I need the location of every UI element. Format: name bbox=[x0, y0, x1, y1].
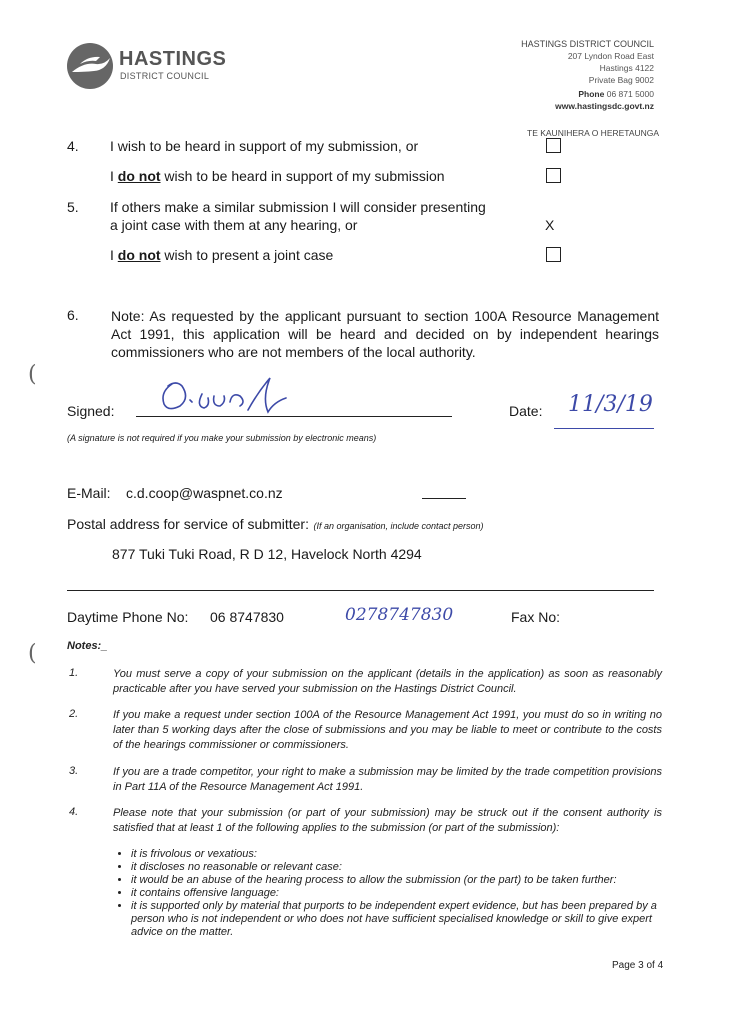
heard-yes-checkbox[interactable] bbox=[546, 138, 561, 153]
handwritten-signature-icon bbox=[150, 372, 310, 422]
note-3-number: 3. bbox=[69, 765, 79, 777]
item-4-number: 4. bbox=[67, 138, 79, 154]
list-item: • it is supported only by material that purports to be independent expert evidence, but has been prepared by a person who is not independent or who does not have sufficient specialised knowledge or skill to give expert advice on the matter. bbox=[131, 900, 681, 939]
address-underline bbox=[67, 590, 654, 591]
postal-address: 877 Tuki Tuki Road, R D 12, Havelock North 4294 bbox=[112, 546, 422, 562]
note-3-text: If you are a trade competitor, your right to make a submission may be limited by the trade competition provisions in Part 11A of the Resource Management Act 1991. bbox=[113, 766, 662, 793]
item-5-line-1: If others make a similar submission I will consider presenting bbox=[110, 199, 486, 215]
address-line-1: 207 Lyndon Road East bbox=[567, 51, 654, 61]
council-logo-icon bbox=[66, 42, 114, 90]
list-item: • it contains offensive language: bbox=[131, 887, 681, 900]
item-4-line-2-post: wish to be heard in support of my submission bbox=[160, 168, 445, 184]
signature-scribble bbox=[150, 372, 310, 427]
binder-mark-bottom: ( bbox=[28, 641, 37, 666]
strike-out-reasons bbox=[116, 848, 681, 939]
note-4-number: 4. bbox=[69, 806, 79, 818]
item-6-number: 6. bbox=[67, 307, 79, 323]
item-4-line-1: I wish to be heard in support of my submission, or bbox=[110, 138, 419, 154]
note-4-text: Please note that your submission (or part of your submission) may be struck out if the consent authority is satisfied that at least 1 of the following applies to the submission (or part of the submission): bbox=[113, 807, 662, 834]
item-5-line-3-post: wish to present a joint case bbox=[160, 247, 334, 263]
maori-name: TE KAUNIHERA O HERETAUNGA bbox=[527, 128, 660, 138]
page-number: Page 3 of 4 bbox=[612, 960, 664, 971]
item-5-line-3 bbox=[110, 247, 333, 263]
note-2-text: If you make a request under section 100A of the Resource Management Act 1991, you must do so in writing no later than 5 working days after the close of submissions and you may be liable to meet or contribute to the costs of the hearings commissioner or commissioners. bbox=[113, 709, 662, 751]
item-5-do-not: do not bbox=[117, 247, 161, 263]
date-label: Date: bbox=[509, 403, 543, 419]
item-5-number: 5. bbox=[67, 199, 79, 215]
postal-note: (If an organisation, include contact person) bbox=[313, 521, 484, 531]
note-1-number: 1. bbox=[69, 667, 79, 679]
council-logo bbox=[66, 42, 114, 90]
logo-title: HASTINGS bbox=[119, 48, 227, 70]
daytime-phone-label: Daytime Phone No: bbox=[67, 609, 189, 625]
list-item: • it discloses no reasonable or relevant case: bbox=[131, 861, 681, 874]
council-address-block bbox=[521, 38, 654, 112]
item-5-line-2: a joint case with them at any hearing, or bbox=[110, 217, 358, 233]
list-item: • it is frivolous or vexatious: bbox=[131, 848, 681, 861]
address-line-3: Private Bag 9002 bbox=[588, 75, 654, 85]
item-5-line-3-pre: I bbox=[110, 247, 118, 263]
date-line bbox=[554, 428, 654, 429]
item-4-line-2 bbox=[110, 168, 445, 184]
email-value: c.d.coop@waspnet.co.nz bbox=[126, 485, 283, 501]
date-value: 11/3/19 bbox=[568, 392, 653, 417]
joint-case-mark[interactable]: X bbox=[545, 217, 555, 233]
item-6-note: Note: As requested by the applicant pursuant to section 100A Resource Management Act 1991, this application will be heard and decided on by independent hearings commissioners who are not members of the local authority. bbox=[111, 308, 659, 360]
notes-heading: Notes:_ bbox=[67, 640, 108, 652]
handwritten-mobile: 0278747830 bbox=[345, 605, 454, 625]
note-2-number: 2. bbox=[69, 708, 79, 720]
postal-label: Postal address for service of submitter: bbox=[67, 516, 309, 532]
website: www.hastingsdc.govt.nz bbox=[555, 101, 654, 111]
signature-note: (A signature is not required if you make your submission by electronic means) bbox=[67, 433, 377, 443]
joint-case-no-checkbox[interactable] bbox=[546, 247, 561, 262]
note-1-text: You must serve a copy of your submission on the applicant (details in the application) as soon as reasonably practicable after you have served your submission on the Hastings District Council. bbox=[113, 668, 662, 695]
signed-label: Signed: bbox=[67, 403, 115, 419]
item-4-line-2-pre: I bbox=[110, 168, 118, 184]
email-underline bbox=[422, 498, 466, 499]
phone-number: 06 871 5000 bbox=[606, 89, 654, 99]
phone-line bbox=[521, 88, 654, 100]
postal-line bbox=[67, 516, 484, 534]
phone-label: Phone bbox=[578, 89, 605, 99]
org-name: HASTINGS DISTRICT COUNCIL bbox=[521, 39, 654, 49]
daytime-phone-value: 06 8747830 bbox=[210, 609, 284, 625]
heard-no-checkbox[interactable] bbox=[546, 168, 561, 183]
logo-subtitle: DISTRICT COUNCIL bbox=[120, 71, 210, 81]
address-line-2: Hastings 4122 bbox=[599, 63, 654, 73]
binder-mark-top: ( bbox=[28, 362, 37, 387]
list-item: • it would be an abuse of the hearing process to allow the submission (or the part) to be taken further: bbox=[131, 874, 681, 887]
email-label: E-Mail: bbox=[67, 485, 111, 501]
fax-label: Fax No: bbox=[511, 609, 561, 625]
item-4-do-not: do not bbox=[117, 168, 161, 184]
